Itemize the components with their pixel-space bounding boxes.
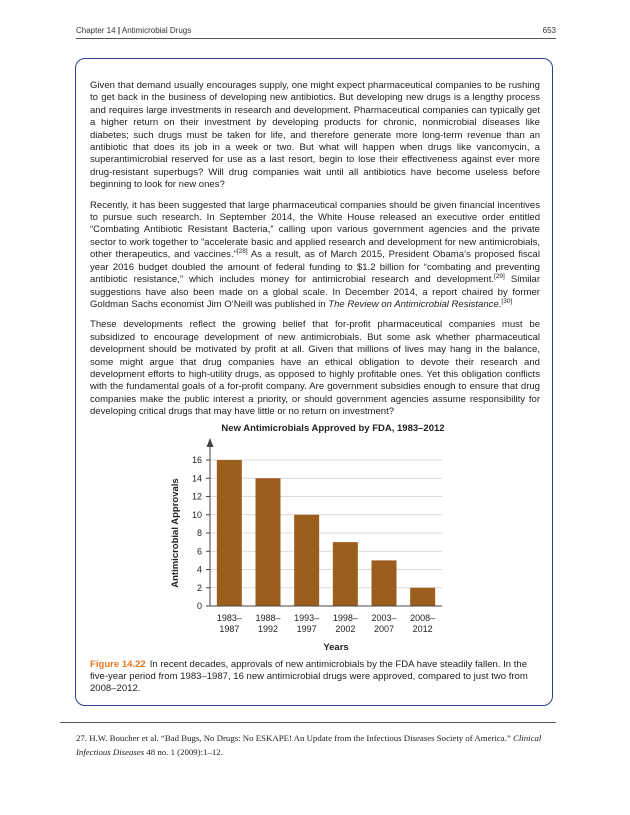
bar-0 bbox=[217, 460, 242, 606]
paragraph-1: Given that demand usually encourages supply, one might expect pharmaceutical companies to be rushing to get back in the business of developing new antibiotics. But developing new drugs is a lengthy process and requires large investments in research and development. Pharmaceutical companies can typically get a higher return on their investment by developing products for chronic, nonmicrobial diseases like diabetes; such drugs must be taken for life, and therefore generate more long-term revenue than an antibiotic that does its job in a week or two. But what will happen when drugs like vancomycin, a superantimicrobial reserved for use as a last resort, begin to lose their effectiveness against ever more drug-resistant superbugs? Will drug companies wait until all antibiotics have become useless before beginning to look for new ones? bbox=[90, 80, 540, 191]
report-title: The Review on Antimicrobial Resistance bbox=[328, 298, 499, 310]
y-tick-label: 14 bbox=[191, 473, 202, 484]
paragraph-3: These developments reflect the growing belief that for-profit pharmaceutical companies must be subsidized to encourage development of new antimicrobials. But some ask whether pharmaceutical development should be motivated by profit at all. Given that millions of lives may hang in the balance, some might argue that drug companies have an ethical obligation to devote their research and development efforts to high-utility drugs, as opposed to highly profitable ones. Yet this obligation conflicts with the fundamental goals of a for-profit company. Are government subsidies enough to ensure that drug companies make the public interest a priority, or should government agencies assume responsibility for developing critical drugs that may have little or no return on investment? bbox=[90, 319, 540, 418]
chapter-number: Chapter 14 bbox=[76, 26, 116, 35]
figure-label: Figure 14.22 bbox=[90, 659, 146, 670]
header-separator: | bbox=[117, 26, 121, 35]
y-tick-label: 12 bbox=[191, 491, 202, 502]
caption-text: In recent decades, approvals of new antimicrobials by the FDA have steadily fallen. In the five-year period from 1983–1987, 16 new antimicrobial drugs were approved, compared to just two from 2008–2012. bbox=[90, 659, 528, 695]
feature-text bbox=[90, 80, 540, 427]
header-rule bbox=[76, 38, 556, 39]
bar-1 bbox=[256, 478, 281, 606]
y-axis-arrow bbox=[207, 438, 214, 447]
running-head bbox=[76, 26, 191, 35]
paragraph-2-text-a: Recently, it has been suggested that large pharmaceutical companies should be given financial incentives to pursue such research. In September 2014, the White House released an executive order entitled “Combating Antibiotic Resistant Bacteria,” calling upon various government agencies and the private sector to work together to “accelerate basic and applied research and development for new antimicrobials, other therapeutics, and vaccines.” bbox=[90, 199, 540, 261]
y-tick-label: 10 bbox=[191, 509, 202, 520]
y-tick-label: 2 bbox=[196, 582, 202, 593]
bar-5 bbox=[410, 588, 435, 606]
y-tick-label: 6 bbox=[196, 546, 202, 557]
chapter-title: Antimicrobial Drugs bbox=[121, 26, 192, 35]
y-axis-ticks bbox=[192, 455, 210, 611]
x-tick-label: 1993– bbox=[294, 613, 320, 623]
reference-29-link[interactable]: [29] bbox=[494, 272, 505, 280]
x-tick-label: 2012 bbox=[412, 624, 433, 634]
footnote-27 bbox=[76, 731, 546, 759]
x-tick-label: 2007 bbox=[373, 624, 395, 634]
x-tick-label: 1988– bbox=[255, 613, 281, 623]
chart-gridlines bbox=[210, 460, 442, 588]
figure-caption bbox=[90, 659, 540, 696]
y-axis-label: Antimicrobial Approvals bbox=[170, 478, 181, 588]
y-tick-label: 8 bbox=[196, 528, 202, 539]
x-axis-ticks bbox=[217, 613, 435, 634]
x-tick-label: 2008– bbox=[410, 613, 436, 623]
footnote-text-a: H.W. Boucher et al. “Bad Bugs, No Drugs: No ESKAPE! An Update from the Infectious Diseases Society of America.” bbox=[89, 733, 513, 743]
fda-approvals-chart bbox=[90, 418, 540, 658]
bar-3 bbox=[333, 542, 358, 606]
y-tick-label: 0 bbox=[196, 601, 202, 612]
paragraph-2-text-b: As a result, as of March 2015, President Obama’s proposed fiscal year 2016 budget doubled the amount of federal funding to $1.2 billion for “combating and preventing antibiotic resistance,” which includes money for antimicrobial research and development. bbox=[90, 249, 540, 286]
bar-4 bbox=[372, 560, 397, 606]
chart-title: New Antimicrobials Approved by FDA, 1983–2012 bbox=[221, 423, 445, 434]
paragraph-2 bbox=[90, 200, 540, 312]
x-tick-label: 1992 bbox=[257, 624, 279, 634]
y-tick-label: 16 bbox=[191, 455, 202, 466]
bar-2 bbox=[294, 515, 319, 606]
y-tick-label: 4 bbox=[196, 564, 202, 575]
paragraph-2-text-c: Similar suggestions have also been made on a global scale. In December 2014, a report chaired by former Goldman Sachs economist Jim O’Neill was published in bbox=[90, 274, 541, 310]
x-tick-label: 1998– bbox=[332, 613, 358, 623]
footnote-number: 27. bbox=[76, 733, 87, 743]
x-tick-label: 2003– bbox=[371, 613, 397, 623]
x-tick-label: 1997 bbox=[296, 624, 317, 634]
reference-30-link[interactable]: [30] bbox=[501, 297, 513, 305]
x-tick-label: 1983– bbox=[216, 613, 242, 623]
reference-28-link[interactable]: [28] bbox=[236, 248, 248, 256]
page-number: 653 bbox=[542, 26, 556, 35]
bar-chart-svg bbox=[90, 418, 540, 658]
x-tick-label: 2002 bbox=[335, 624, 356, 634]
footnote-rule bbox=[60, 722, 556, 723]
paragraph-2-text-d: . bbox=[498, 298, 502, 310]
x-tick-label: 1987 bbox=[219, 624, 240, 634]
x-axis-label: Years bbox=[323, 642, 349, 653]
footnote-journal: Clinical Infectious Diseases bbox=[76, 733, 542, 757]
page-header bbox=[76, 26, 556, 35]
footnote-text-b: 48 no. 1 (2009):1–12. bbox=[144, 747, 223, 757]
